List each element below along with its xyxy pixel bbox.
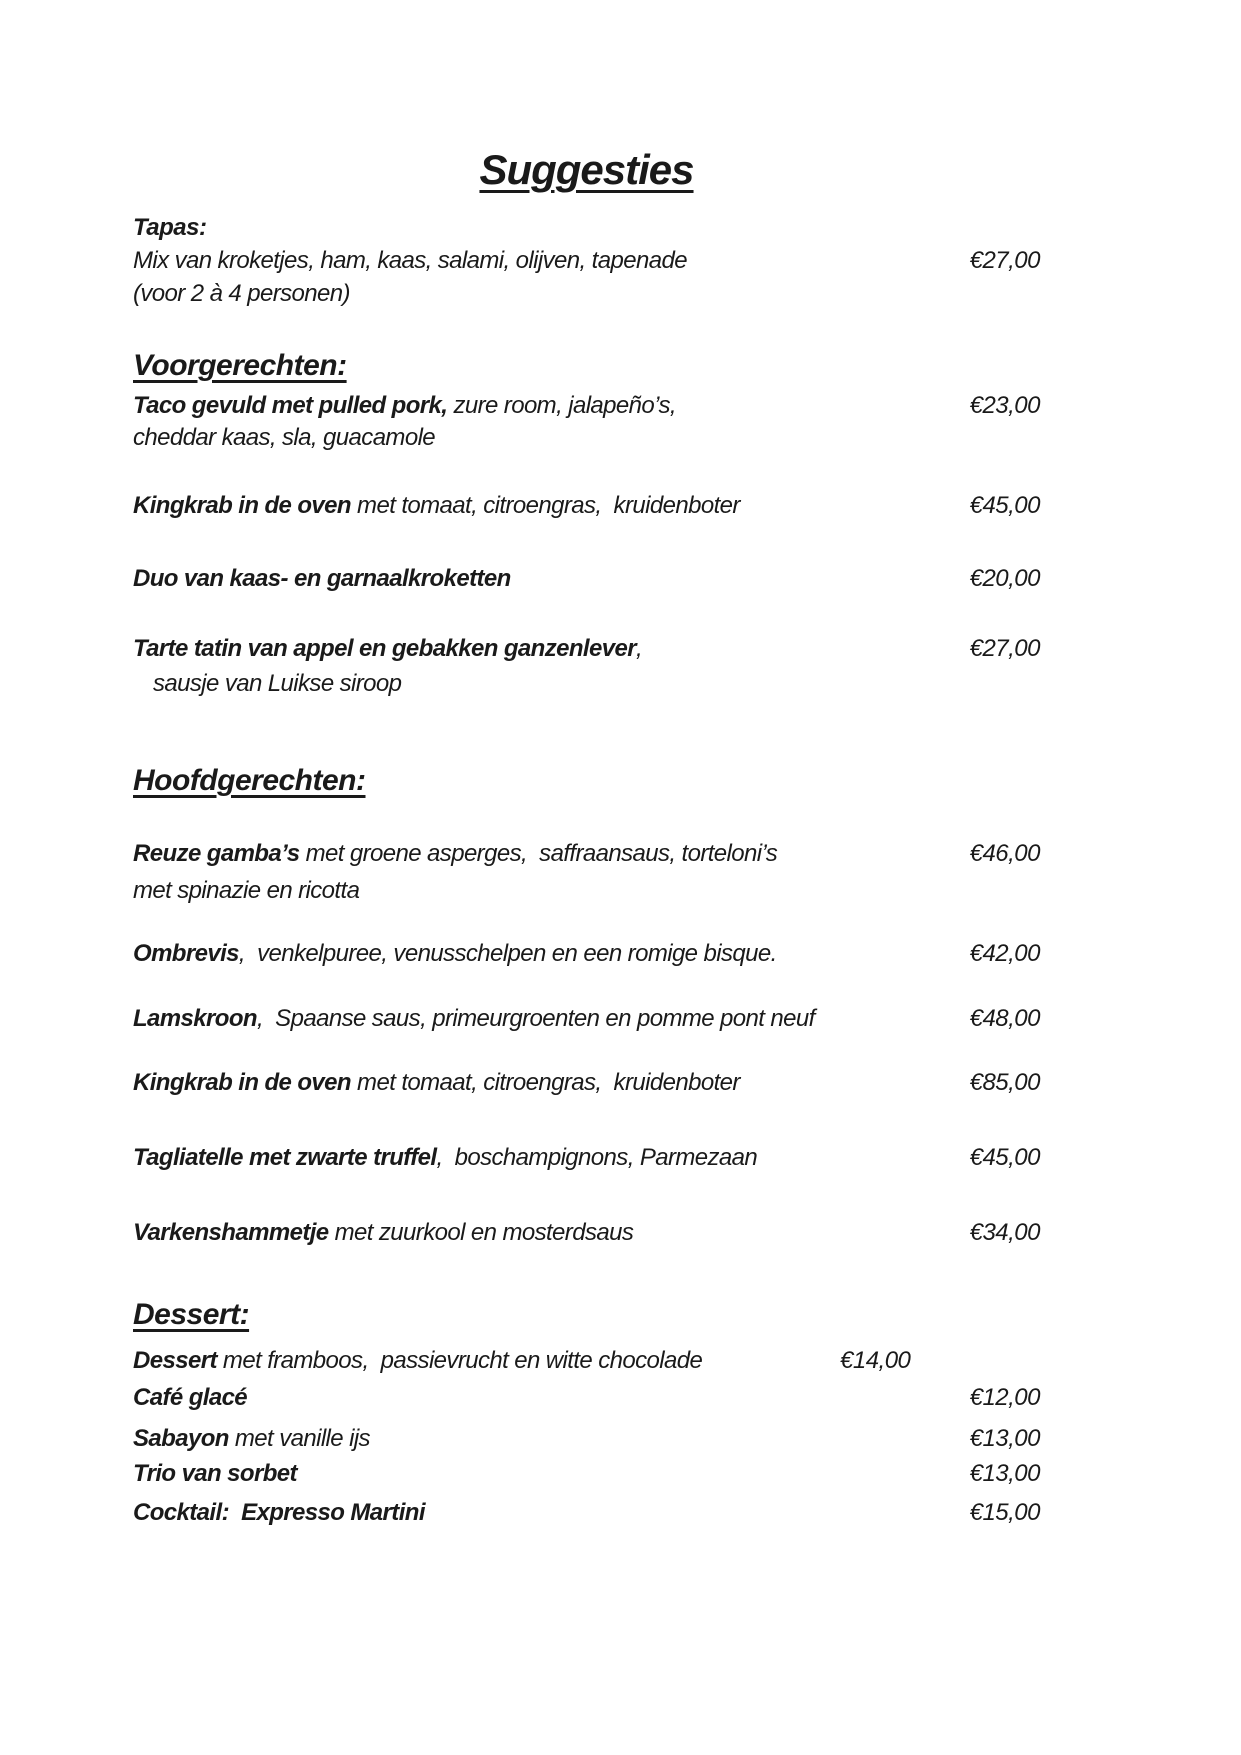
item-desc: zure room, jalapeño’s,	[447, 392, 676, 419]
item-text	[133, 940, 789, 968]
item-name: Tarte tatin van appel en gebakken ganzenlever	[133, 635, 636, 662]
item-text	[133, 1425, 382, 1453]
item-price: €15,00	[969, 1499, 1040, 1526]
item-name: Lamskroon	[133, 1005, 257, 1032]
menu-item-kingkrab-hoofdgerecht	[133, 1069, 1040, 1097]
menu-item-kingkrab-voorgerecht	[133, 492, 1040, 520]
menu-item-varkenshammetje	[133, 1219, 1040, 1247]
menu-item-sabayon	[133, 1425, 1040, 1453]
item-text	[133, 1219, 645, 1247]
menu-item-ombrevis	[133, 940, 1040, 968]
item-price: €23,00	[969, 392, 1040, 419]
section-hoofdgerechten	[133, 764, 1040, 798]
page-title: Suggesties	[479, 146, 694, 193]
hoofdgerechten-heading: Hoofdgerechten:	[133, 764, 366, 797]
item-text: Mix van kroketjes, ham, kaas, salami, olijven, tapenade	[133, 247, 687, 274]
item-desc: ,	[635, 635, 643, 662]
menu-item-trio-sorbet	[133, 1460, 1040, 1488]
item-name: Cocktail: Expresso Martini	[133, 1499, 425, 1526]
menu-item-tarte-tatin	[133, 635, 1040, 663]
item-price: €13,00	[969, 1460, 1040, 1487]
menu-item-reuze-gambas-line2	[133, 877, 1040, 905]
menu-item-tapas	[133, 247, 1040, 275]
item-desc: , Spaanse saus, primeurgroenten en pomme pont neuf	[256, 1005, 815, 1032]
menu-item-lamskroon	[133, 1005, 1040, 1033]
item-name: Ombrevis	[133, 940, 239, 967]
item-price: €27,00	[969, 247, 1040, 274]
item-desc: met tomaat, citroengras, kruidenboter	[350, 492, 740, 519]
menu-item-cocktail	[133, 1499, 1040, 1527]
item-name: Tagliatelle met zwarte truffel	[133, 1144, 437, 1171]
item-price: €85,00	[969, 1069, 1040, 1096]
item-desc: , boschampignons, Parmezaan	[436, 1144, 758, 1171]
menu-item-tapas-note	[133, 280, 1040, 308]
item-price: €48,00	[969, 1005, 1040, 1032]
item-price: €45,00	[969, 1144, 1040, 1171]
item-text	[133, 1069, 752, 1097]
item-desc: met zuurkool en mosterdsaus	[328, 1219, 634, 1246]
tapas-heading: Tapas:	[133, 214, 207, 241]
item-text	[133, 1384, 259, 1412]
item-text	[133, 635, 654, 663]
item-price: €42,00	[969, 940, 1040, 967]
item-name: Reuze gamba’s	[133, 840, 300, 867]
item-desc-line2: cheddar kaas, sla, guacamole	[133, 424, 436, 451]
item-name: Duo van kaas- en garnaalkroketten	[133, 565, 511, 592]
item-price: €27,00	[969, 635, 1040, 662]
item-desc: met tomaat, citroengras, kruidenboter	[350, 1069, 740, 1096]
item-price: €12,00	[969, 1384, 1040, 1411]
item-text	[133, 1005, 827, 1033]
item-price: €20,00	[969, 565, 1040, 592]
item-name: Dessert	[133, 1347, 217, 1374]
section-dessert	[133, 1298, 1040, 1332]
item-desc: met groene asperges, saffraansaus, torteloni’s	[299, 840, 778, 867]
item-desc-line2: met spinazie en ricotta	[133, 877, 360, 904]
dessert-heading: Dessert:	[133, 1298, 250, 1331]
menu-item-dessert	[133, 1347, 1040, 1375]
item-name: Kingkrab in de oven	[133, 1069, 351, 1096]
item-text	[133, 392, 688, 420]
menu-item-cafe-glace	[133, 1384, 1040, 1412]
item-price: €45,00	[969, 492, 1040, 519]
item-price: €14,00	[840, 1347, 911, 1374]
item-name: Kingkrab in de oven	[133, 492, 351, 519]
voorgerechten-heading: Voorgerechten:	[133, 349, 347, 382]
item-desc: met vanille ijs	[228, 1425, 370, 1452]
menu-item-taco	[133, 392, 1040, 420]
menu-item-taco-line2	[133, 424, 1040, 452]
item-text	[133, 565, 523, 593]
item-text	[133, 1460, 309, 1488]
menu-item-reuze-gambas	[133, 840, 1040, 868]
item-desc-line2: sausje van Luikse siroop	[153, 670, 402, 697]
item-price: €46,00	[969, 840, 1040, 867]
item-name: Sabayon	[133, 1425, 229, 1452]
item-name: Trio van sorbet	[133, 1460, 297, 1487]
item-text	[133, 1347, 714, 1375]
item-desc: , venkelpuree, venusschelpen en een romige bisque.	[238, 940, 777, 967]
item-text	[133, 492, 752, 520]
item-name: Café glacé	[133, 1384, 248, 1411]
section-tapas	[133, 214, 1040, 242]
item-name: Taco gevuld met pulled pork,	[133, 392, 448, 419]
item-text	[133, 1144, 769, 1172]
item-desc: met framboos, passievrucht en witte chocolade	[216, 1347, 703, 1374]
section-voorgerechten	[133, 349, 1040, 383]
item-price: €13,00	[969, 1425, 1040, 1452]
item-text	[133, 840, 789, 868]
item-text	[133, 1499, 437, 1527]
menu-item-duo-kroketten	[133, 565, 1040, 593]
menu-item-tagliatelle	[133, 1144, 1040, 1172]
item-note: (voor 2 à 4 personen)	[133, 280, 350, 307]
menu-item-tarte-tatin-line2	[153, 670, 1040, 698]
item-price: €34,00	[969, 1219, 1040, 1246]
item-name: Varkenshammetje	[133, 1219, 329, 1246]
